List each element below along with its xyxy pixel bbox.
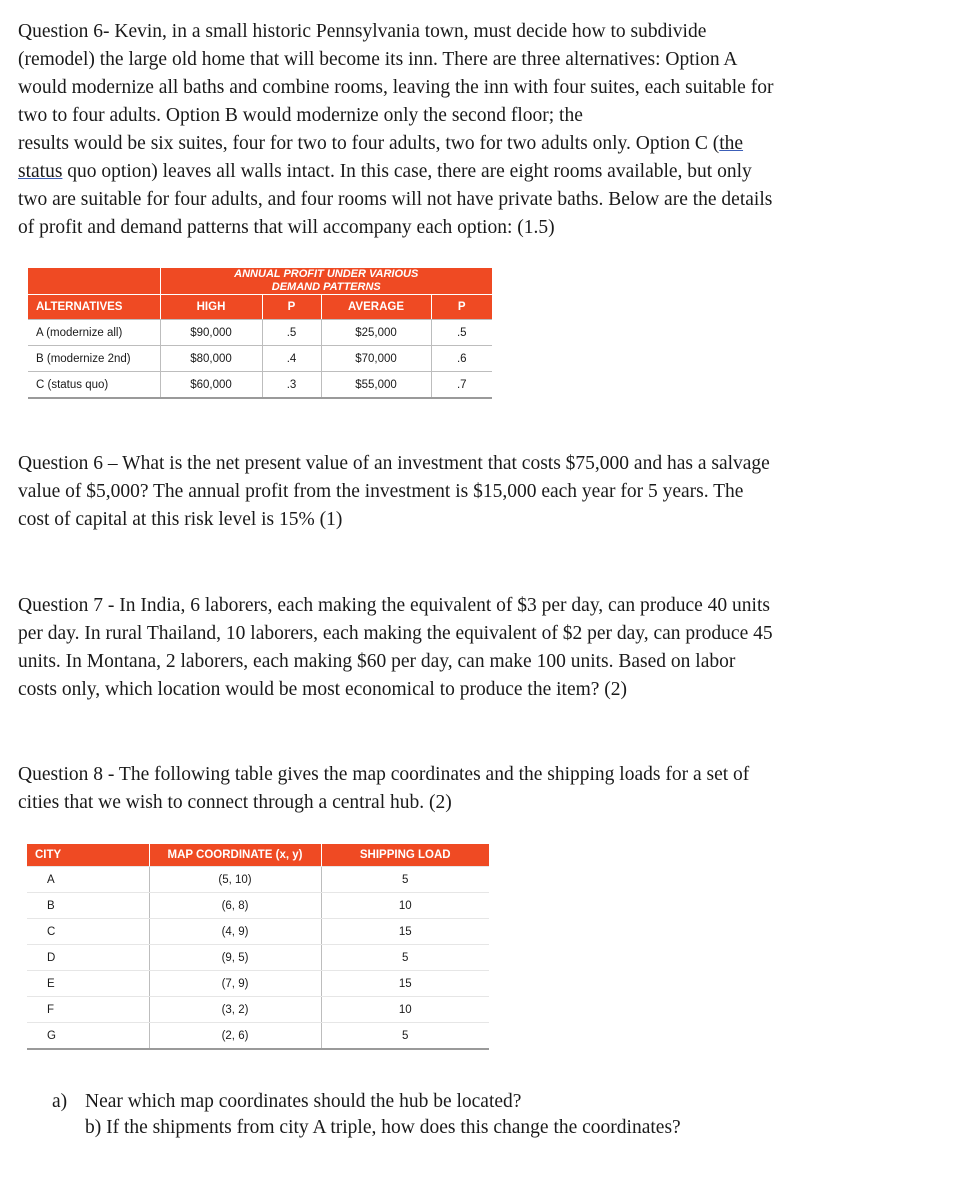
text-line: Question 6 – What is the net present value of an investment that costs $75,000 and has a salvage xyxy=(18,453,770,474)
column-header: P xyxy=(431,295,492,320)
question-8-paragraph xyxy=(18,761,918,817)
table-cell: .5 xyxy=(431,320,492,346)
question-6-kevin-paragraph xyxy=(18,18,918,242)
table-cell: .6 xyxy=(431,346,492,372)
text-line: Question 7 - In India, 6 laborers, each making the equivalent of $3 per day, can produce 40 units xyxy=(18,595,770,616)
table-cell: $70,000 xyxy=(321,346,431,372)
table-cell: A xyxy=(27,867,149,893)
text-line: cities that we wish to connect through a central hub. (2) xyxy=(18,792,452,813)
table-cell: $55,000 xyxy=(321,372,431,399)
header-line: ANNUAL PROFIT UNDER VARIOUS xyxy=(234,268,419,280)
city-coordinates-table xyxy=(27,844,489,1050)
text-line: of profit and demand patterns that will accompany each option: (1.5) xyxy=(18,217,555,238)
table-cell: .3 xyxy=(262,372,321,399)
text-line: cost of capital at this risk level is 15% (1) xyxy=(18,509,343,530)
text-line: two are suitable for four adults, and four rooms will not have private baths. Below are the details xyxy=(18,189,773,210)
question-7-paragraph xyxy=(18,592,918,704)
list-marker: a) xyxy=(52,1091,68,1112)
table-row xyxy=(27,919,489,945)
table-row xyxy=(28,320,492,346)
table-cell: G xyxy=(27,1023,149,1050)
subquestion-text: Near which map coordinates should the hub be located? xyxy=(85,1091,522,1112)
table-cell: 10 xyxy=(321,893,489,919)
text-line: per day. In rural Thailand, 10 laborers, each making the equivalent of $2 per day, can produce 45 xyxy=(18,623,773,644)
text-segment: quo option) leaves all walls intact. In this case, there are eight rooms available, but only xyxy=(62,161,752,182)
table-cell: B xyxy=(27,893,149,919)
table-cell: C (status quo) xyxy=(28,372,160,399)
profit-demand-table xyxy=(28,268,492,399)
table-cell: B (modernize 2nd) xyxy=(28,346,160,372)
table-row xyxy=(27,945,489,971)
header-line: DEMAND PATTERNS xyxy=(271,281,381,293)
table-cell: D xyxy=(27,945,149,971)
table-row xyxy=(27,971,489,997)
text-line: Question 6- Kevin, in a small historic Pennsylvania town, must decide how to subdivide xyxy=(18,21,707,42)
text-segment: results would be six suites, four for two to four adults, two for two adults only. Option C ( xyxy=(18,133,720,154)
column-header: P xyxy=(262,295,321,320)
text-line xyxy=(18,158,918,186)
table-cell: E xyxy=(27,971,149,997)
text-line: units. In Montana, 2 laborers, each making $60 per day, can make 100 units. Based on labor xyxy=(18,651,736,672)
table-cell: 15 xyxy=(321,971,489,997)
table-cell: (5, 10) xyxy=(149,867,321,893)
table-row xyxy=(28,372,492,399)
table-row xyxy=(27,893,489,919)
table-cell: $90,000 xyxy=(160,320,262,346)
table-cell: 15 xyxy=(321,919,489,945)
table-header-row xyxy=(27,844,489,867)
table-row xyxy=(28,346,492,372)
table-cell: (7, 9) xyxy=(149,971,321,997)
table-cell: $80,000 xyxy=(160,346,262,372)
column-header: HIGH xyxy=(160,295,262,320)
table-cell: $60,000 xyxy=(160,372,262,399)
table-row xyxy=(27,1023,489,1050)
table-cell: 5 xyxy=(321,945,489,971)
subquestion-b: b) If the shipments from city A triple, how does this change the coordinates? xyxy=(85,1117,681,1138)
underlined-text: the xyxy=(719,133,744,154)
table-row xyxy=(27,867,489,893)
text-line: two to four adults. Option B would modernize only the second floor; the xyxy=(18,105,583,126)
table-cell: (9, 5) xyxy=(149,945,321,971)
table-corner xyxy=(28,268,160,295)
table-cell: (3, 2) xyxy=(149,997,321,1023)
table-cell: 5 xyxy=(321,1023,489,1050)
text-line: Question 8 - The following table gives the map coordinates and the shipping loads for a set of xyxy=(18,764,750,785)
text-line: costs only, which location would be most economical to produce the item? (2) xyxy=(18,679,628,700)
column-header: SHIPPING LOAD xyxy=(321,844,489,867)
table-cell: (4, 9) xyxy=(149,919,321,945)
table-row xyxy=(27,997,489,1023)
table-cell: 5 xyxy=(321,867,489,893)
column-header: MAP COORDINATE (x, y) xyxy=(149,844,321,867)
column-header: CITY xyxy=(27,844,149,867)
table-cell: A (modernize all) xyxy=(28,320,160,346)
annual-profit-header xyxy=(160,268,492,295)
table-cell: (6, 8) xyxy=(149,893,321,919)
table-cell: (2, 6) xyxy=(149,1023,321,1050)
table-cell: .4 xyxy=(262,346,321,372)
subquestion-a xyxy=(52,1088,521,1116)
text-line: (remodel) the large old home that will become its inn. There are three alternatives: Option A xyxy=(18,49,738,70)
question-6-npv-paragraph xyxy=(18,450,918,534)
table-cell: .7 xyxy=(431,372,492,399)
text-line xyxy=(18,130,918,158)
text-line: value of $5,000? The annual profit from the investment is $15,000 each year for 5 years. The xyxy=(18,481,744,502)
table-cell: 10 xyxy=(321,997,489,1023)
table-cell: $25,000 xyxy=(321,320,431,346)
table-cell: F xyxy=(27,997,149,1023)
column-header: AVERAGE xyxy=(321,295,431,320)
table-cell: .5 xyxy=(262,320,321,346)
table-cell: C xyxy=(27,919,149,945)
column-header: ALTERNATIVES xyxy=(28,295,160,320)
text-line: would modernize all baths and combine rooms, leaving the inn with four suites, each suitable for xyxy=(18,77,774,98)
underlined-text: status xyxy=(18,161,63,182)
